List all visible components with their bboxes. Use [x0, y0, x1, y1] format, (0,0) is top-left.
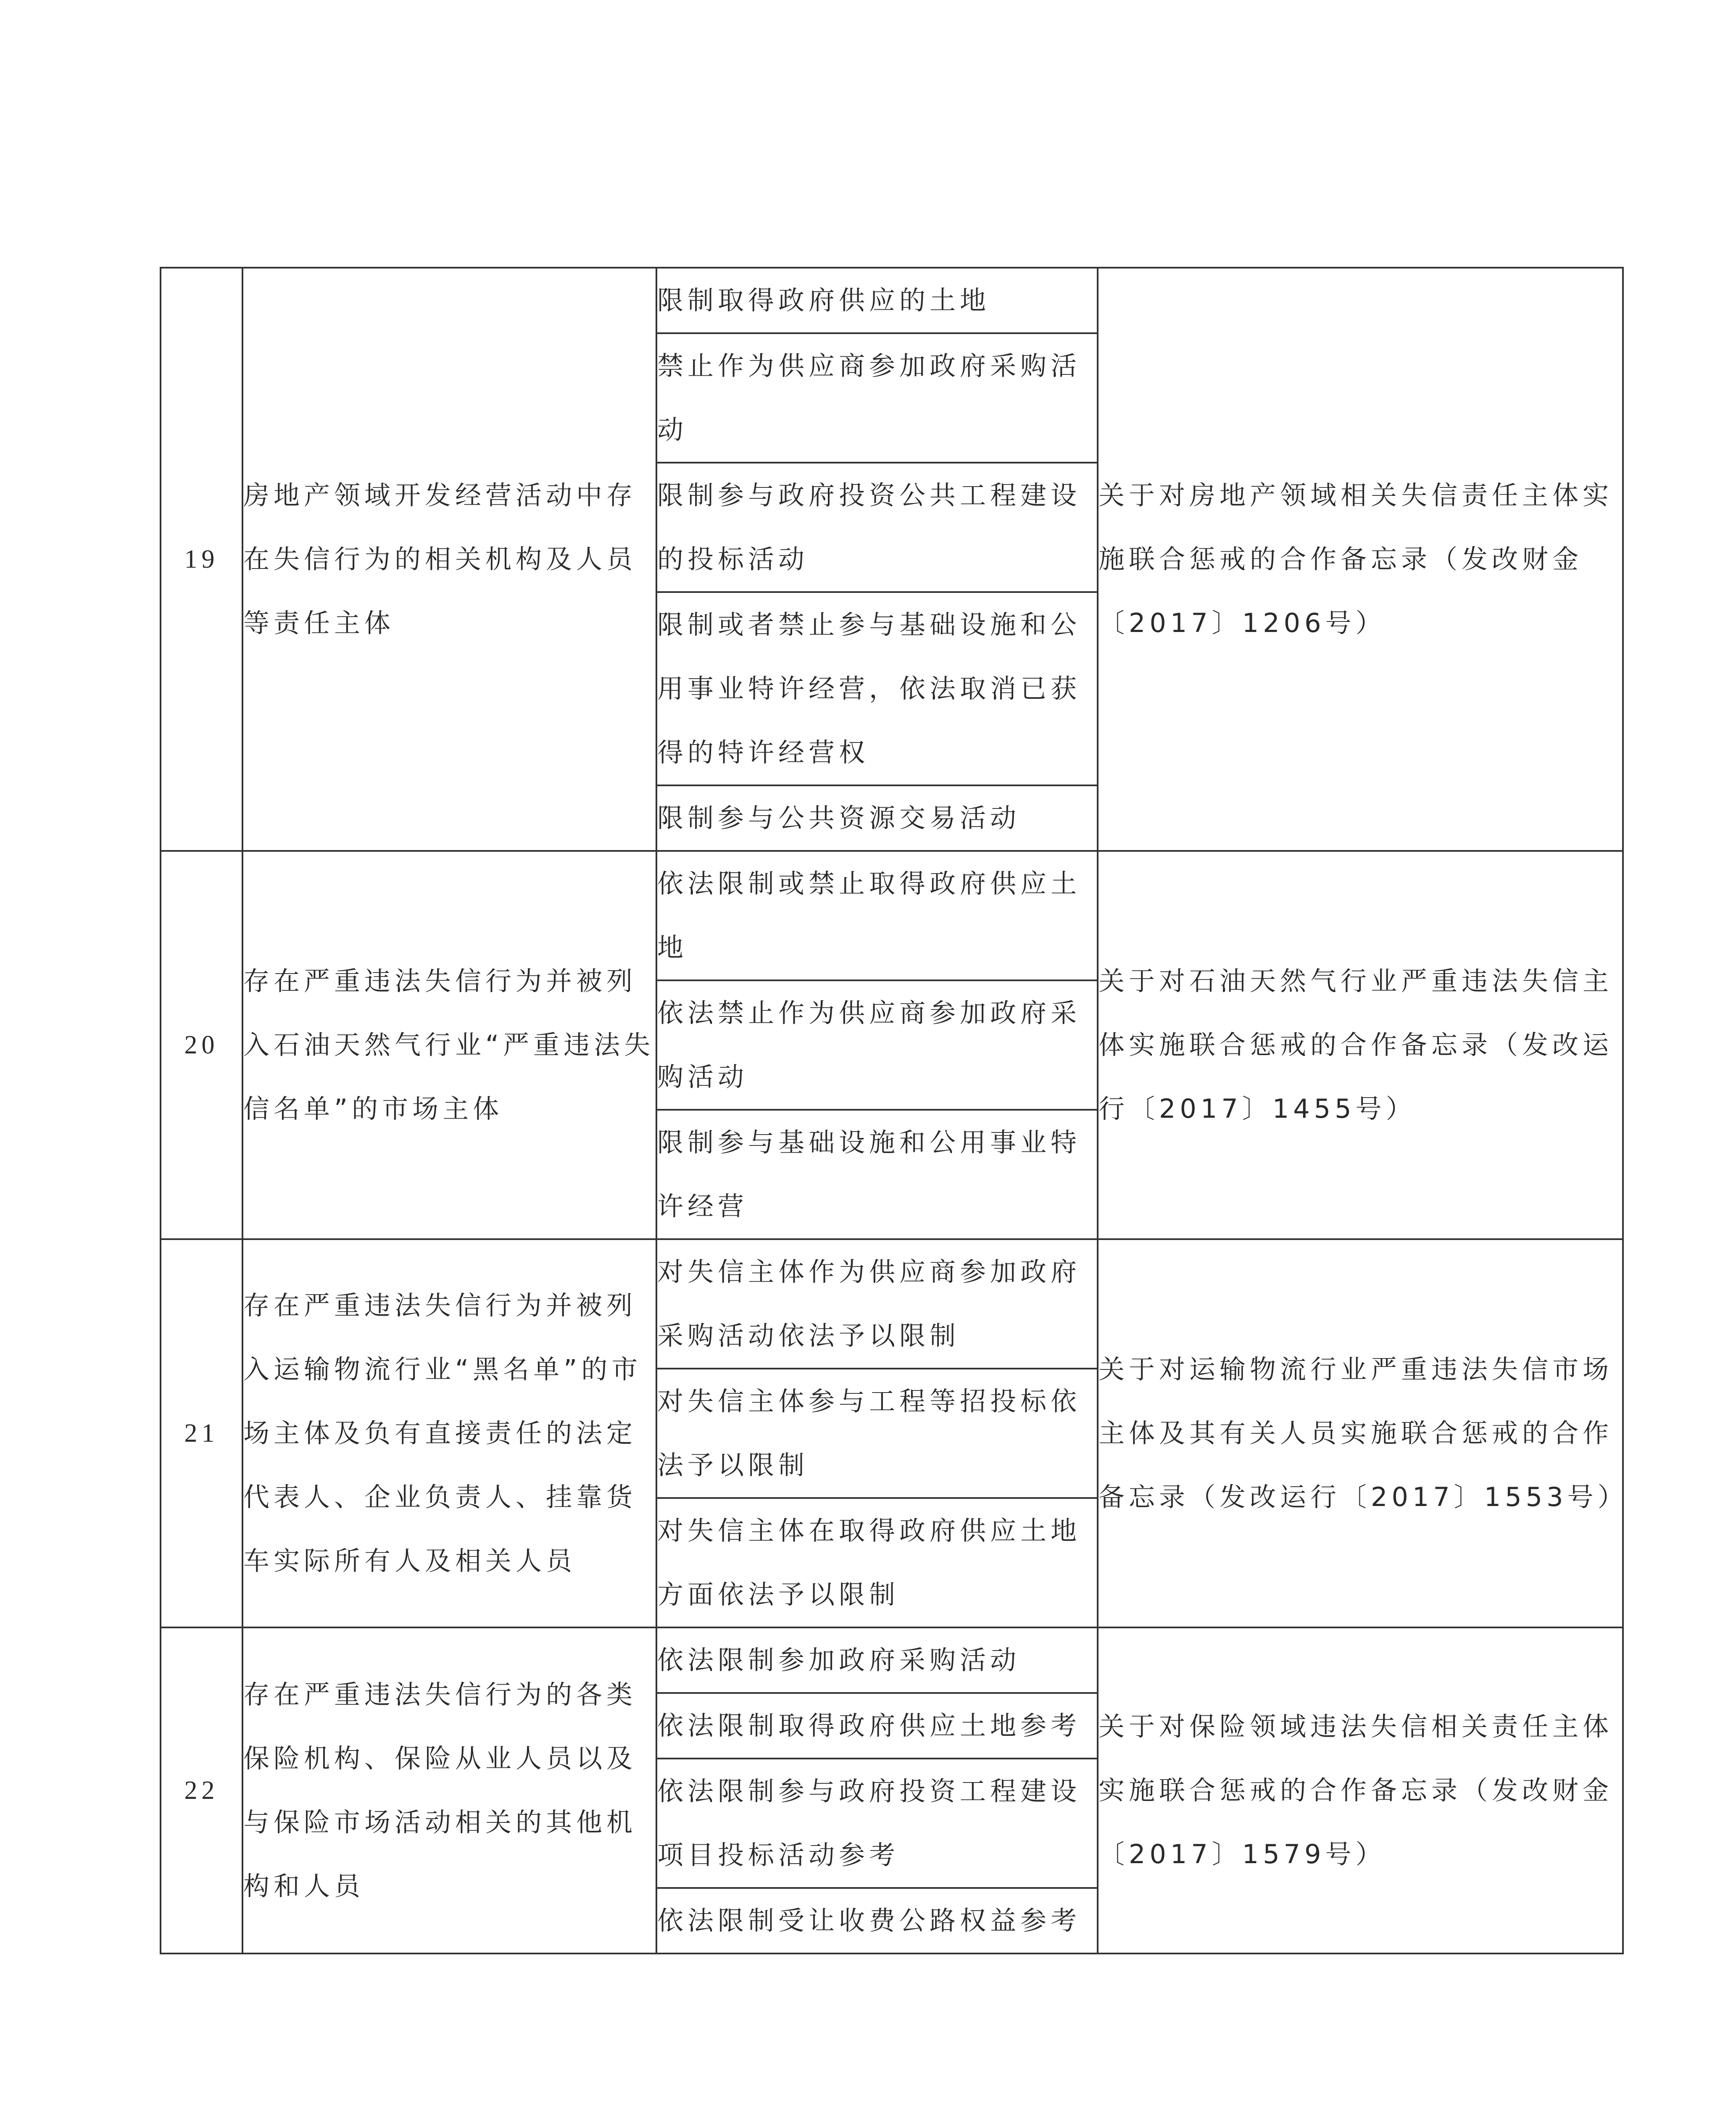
subject-cell: 存在严重违法失信行为并被列入运输物流行业“黑名单”的市场主体及负有直接责任的法定代表人、企业负责人、挂靠货车实际所有人及相关人员 [242, 1239, 656, 1627]
measure-cell: 依法限制或禁止取得政府供应土地 [656, 851, 1098, 980]
table-row [161, 268, 1623, 333]
measure-cell: 限制参与公共资源交易活动 [656, 785, 1098, 851]
document-cell: 关于对运输物流行业严重违法失信市场主体及其有关人员实施联合惩戒的合作备忘录（发改运行〔2017〕1553号） [1098, 1239, 1623, 1627]
subject-cell: 房地产领域开发经营活动中存在失信行为的相关机构及人员等责任主体 [242, 268, 656, 851]
subject-cell: 存在严重违法失信行为并被列入石油天然气行业“严重违法失信名单”的市场主体 [242, 851, 656, 1239]
row-number: 20 [161, 851, 242, 1239]
subject-cell: 存在严重违法失信行为的各类保险机构、保险从业人员以及与保险市场活动相关的其他机构和人员 [242, 1627, 656, 1954]
document-cell: 关于对石油天然气行业严重违法失信主体实施联合惩戒的合作备忘录（发改运行〔2017〕1455号） [1098, 851, 1623, 1239]
row-number: 22 [161, 1627, 242, 1954]
measure-cell: 限制参与基础设施和公用事业特许经营 [656, 1110, 1098, 1239]
document-cell: 关于对保险领域违法失信相关责任主体实施联合惩戒的合作备忘录（发改财金〔2017〕1579号） [1098, 1627, 1623, 1954]
measure-cell: 依法限制受让收费公路权益参考 [656, 1888, 1098, 1954]
measure-cell: 禁止作为供应商参加政府采购活动 [656, 333, 1098, 463]
document-cell: 关于对房地产领域相关失信责任主体实施联合惩戒的合作备忘录（发改财金〔2017〕1206号） [1098, 268, 1623, 851]
measure-cell: 依法限制参加政府采购活动 [656, 1627, 1098, 1693]
row-number: 21 [161, 1239, 242, 1627]
measure-cell: 对失信主体在取得政府供应土地方面依法予以限制 [656, 1498, 1098, 1627]
measure-cell: 依法限制参与政府投资工程建设项目投标活动参考 [656, 1759, 1098, 1888]
table-row [161, 1239, 1623, 1369]
measure-cell: 限制参与政府投资公共工程建设的投标活动 [656, 463, 1098, 592]
table-row [161, 851, 1623, 980]
row-number: 19 [161, 268, 242, 851]
measure-cell: 限制或者禁止参与基础设施和公用事业特许经营，依法取消已获得的特许经营权 [656, 592, 1098, 785]
measure-cell: 限制取得政府供应的土地 [656, 268, 1098, 333]
measure-cell: 依法禁止作为供应商参加政府采购活动 [656, 980, 1098, 1110]
measure-cell: 对失信主体参与工程等招投标依法予以限制 [656, 1369, 1098, 1498]
measure-cell: 依法限制取得政府供应土地参考 [656, 1693, 1098, 1759]
measure-cell: 对失信主体作为供应商参加政府采购活动依法予以限制 [656, 1239, 1098, 1369]
sanctions-table [160, 267, 1628, 1954]
table-row [161, 1627, 1623, 1693]
